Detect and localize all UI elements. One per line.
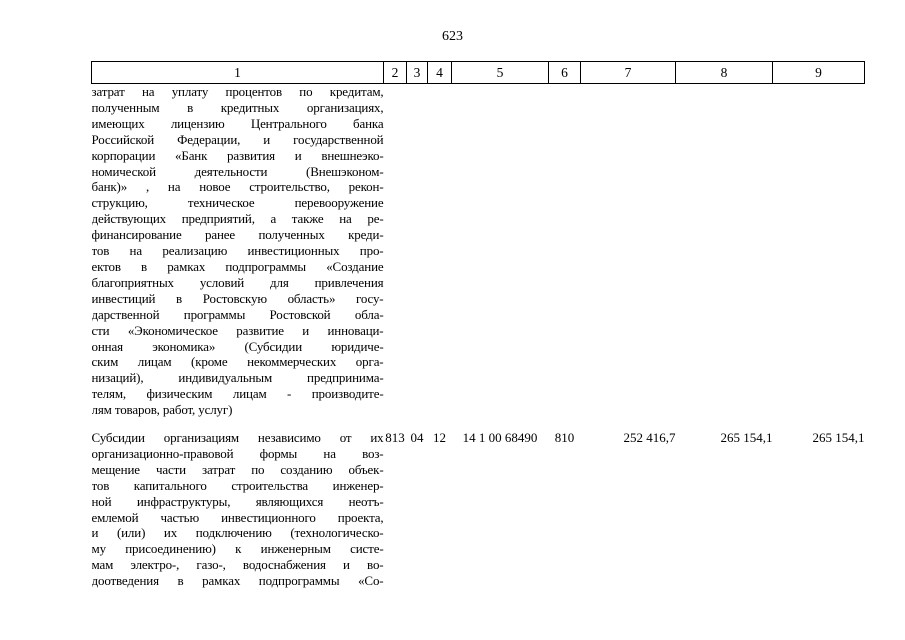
column-header-6: 6 [549,62,581,84]
description-line: лям товаров, работ, услуг) [91,402,233,418]
table-row [92,84,865,430]
cell-section-code: 04 [410,430,424,446]
description-line: ной инфраструктуры, являющихся неотъ- [91,493,384,509]
description-line: емлемой частью инвестиционного проекта, [91,509,384,525]
column-header-2: 2 [384,62,407,84]
description-line: инвестиций в Ростовскую область» госу- [91,290,384,306]
description-line: телям, физическим лицам - производите- [91,386,384,402]
description-line: сти «Экономическое развитие и инноваци- [91,322,384,338]
description-line: тов капитального строительства инженер- [91,477,384,493]
cell-amount-1: 252 416,7 [623,430,676,446]
description-line: ектов в рамках подпрограммы «Создание [91,258,384,274]
cell-target-article [452,84,549,430]
description-line: имеющих лицензию Центрального банка [91,115,384,131]
table-row [92,429,865,589]
description-line: тов на реализацию инвестиционных про- [91,243,384,259]
description-line: ским лицам (кроме некоммерческих орга- [91,354,384,370]
description-line: мам электро-, газо-, водоснабжения и во- [91,557,384,573]
description-line: благоприятных условий для привлечения [91,274,384,290]
description-line: Российской Федерации, и государственной [91,131,384,147]
description-line: низаций), индивидуальным предпринима- [91,370,384,386]
column-header-3: 3 [407,62,428,84]
budget-table [91,61,865,589]
description-line: дарственной программы Ростовской обла- [91,306,384,322]
cell-amount-2 [676,84,773,430]
description-line: доотведения в рамках подпрограммы «Со- [91,573,384,589]
description-line: финансирование ранее полученных креди- [91,227,384,243]
description-line: му присоединению) к инженерным систе- [91,541,384,557]
description-line: действующих предприятий, а также на ре- [91,211,384,227]
cell-subsection-code: 12 [433,430,446,446]
description-line: мещение части затрат по созданию объек- [91,461,384,477]
cell-amount-2: 265 154,1 [720,430,773,446]
row-description [92,429,384,589]
cell-section-code [407,84,428,430]
description-line: полученным в кредитных организациях, [91,99,384,115]
description-line: онная экономика» (Субсидии юридиче- [91,338,384,354]
description-line: организационно-правовой формы на воз- [91,445,384,461]
description-line: номической деятельности (Внешэконом- [91,163,384,179]
cell-amount-3: 265 154,1 [812,430,865,446]
description-line: струкцию, техническое перевооружение [91,195,384,211]
column-header-4: 4 [428,62,452,84]
cell-target-article: 14 1 00 68490 [462,430,538,446]
cell-amount-3 [773,84,865,430]
row-description [92,84,384,430]
cell-expense-type [549,84,581,430]
description-line: банк)» , на новое строительство, рекон- [91,179,384,195]
column-header-9: 9 [773,62,865,84]
cell-subsection-code [428,84,452,430]
column-header-1: 1 [92,62,384,84]
header-row [92,62,865,84]
cell-amount-1 [581,84,676,430]
description-line: корпорации «Банк развития и внешнеэко- [91,147,384,163]
page-number: 623 [442,29,463,44]
description-line: Субсидии организациям независимо от их [91,430,384,446]
cell-ministry-code [384,84,407,430]
cell-expense-type: 810 [554,430,575,446]
column-header-8: 8 [676,62,773,84]
column-header-7: 7 [581,62,676,84]
description-line: затрат на уплату процентов по кредитам, [91,84,384,99]
column-header-5: 5 [452,62,549,84]
description-line: и (или) их подключению (технологическо- [91,525,384,541]
cell-ministry-code: 813 [385,430,405,446]
